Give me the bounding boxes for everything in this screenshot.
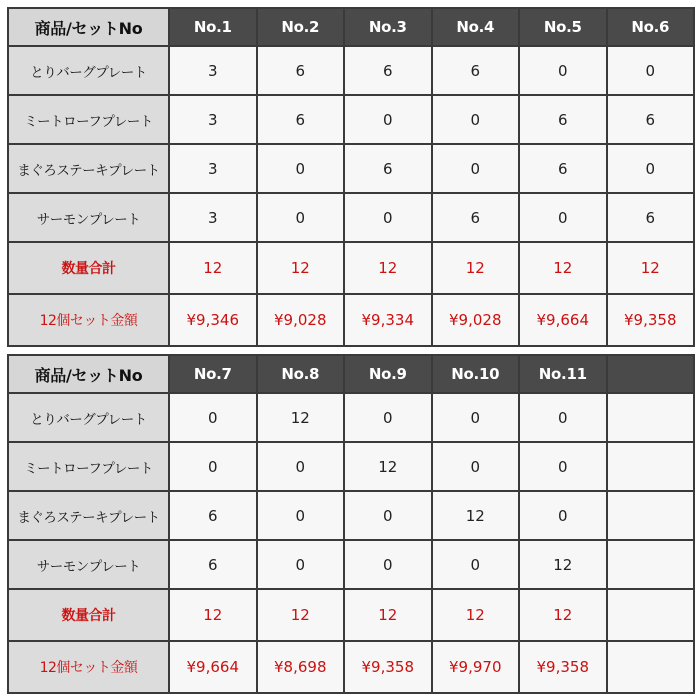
empty-header-cell	[607, 355, 695, 393]
table-cell: 0	[432, 144, 520, 193]
table-row-quantity-total	[8, 242, 694, 294]
table-row-item-2	[8, 95, 694, 144]
set-no-header: No.10	[432, 355, 520, 393]
set-no-header: No.11	[519, 355, 607, 393]
set-no-header: No.9	[344, 355, 432, 393]
table-row-item-4	[8, 540, 694, 589]
set-no-header: No.1	[169, 8, 257, 46]
table-cell: 0	[169, 393, 257, 442]
table-cell: 12	[432, 491, 520, 540]
row-label: 数量合計	[8, 242, 169, 294]
header-row	[8, 8, 694, 46]
table-cell: 12	[169, 242, 257, 294]
table-cell: 0	[257, 540, 345, 589]
table-cell: ¥9,346	[169, 294, 257, 346]
set-no-header: No.7	[169, 355, 257, 393]
set-no-header: No.4	[432, 8, 520, 46]
table-cell: 3	[169, 193, 257, 242]
empty-cell	[607, 540, 695, 589]
set-no-header: No.3	[344, 8, 432, 46]
empty-cell	[607, 589, 695, 641]
table-cell: ¥9,970	[432, 641, 520, 693]
table-cell: 3	[169, 144, 257, 193]
table-cell: 6	[519, 144, 607, 193]
set-no-header: No.2	[257, 8, 345, 46]
table-cell: 6	[169, 491, 257, 540]
table-cell: 0	[519, 442, 607, 491]
table-cell: 12	[169, 589, 257, 641]
table-cell: 12	[607, 242, 695, 294]
table-cell: 0	[344, 491, 432, 540]
table-cell: 3	[169, 95, 257, 144]
row-label: サーモンプレート	[8, 540, 169, 589]
table-cell: ¥9,664	[169, 641, 257, 693]
table-cell: ¥9,358	[519, 641, 607, 693]
table-cell: 0	[344, 95, 432, 144]
table-row-item-3	[8, 144, 694, 193]
empty-cell	[607, 393, 695, 442]
table-cell: 12	[344, 589, 432, 641]
table-cell: 6	[607, 95, 695, 144]
set-no-header: No.8	[257, 355, 345, 393]
table-row-item-3	[8, 491, 694, 540]
row-label: まぐろステーキプレート	[8, 144, 169, 193]
table-row-item-1	[8, 46, 694, 95]
row-label: 12個セット金額	[8, 641, 169, 693]
header-label: 商品/セットNo	[8, 355, 169, 393]
table-row-item-2	[8, 442, 694, 491]
table-cell: ¥8,698	[257, 641, 345, 693]
set-table-2	[7, 354, 695, 694]
row-label: とりバーグプレート	[8, 393, 169, 442]
empty-cell	[607, 641, 695, 693]
table-cell: 0	[607, 46, 695, 95]
table-cell: 0	[432, 442, 520, 491]
table-row-quantity-total	[8, 589, 694, 641]
table-cell: 0	[519, 393, 607, 442]
table-cell: 0	[607, 144, 695, 193]
table-cell: 12	[519, 589, 607, 641]
table-cell: ¥9,334	[344, 294, 432, 346]
header-label: 商品/セットNo	[8, 8, 169, 46]
row-label: 12個セット金額	[8, 294, 169, 346]
row-label: サーモンプレート	[8, 193, 169, 242]
table-row-set-price	[8, 641, 694, 693]
set-no-header: No.6	[607, 8, 695, 46]
table-cell: ¥9,028	[432, 294, 520, 346]
table-cell: 0	[519, 193, 607, 242]
row-label: ミートローフプレート	[8, 442, 169, 491]
table-cell: 12	[257, 393, 345, 442]
table-cell: 0	[257, 193, 345, 242]
empty-cell	[607, 491, 695, 540]
row-label: まぐろステーキプレート	[8, 491, 169, 540]
table-cell: 12	[257, 589, 345, 641]
table-cell: 12	[519, 242, 607, 294]
table-cell: 6	[607, 193, 695, 242]
table-cell: 0	[432, 95, 520, 144]
table-cell: 6	[344, 46, 432, 95]
table-cell: 0	[344, 540, 432, 589]
table-row-item-4	[8, 193, 694, 242]
table-cell: 0	[519, 46, 607, 95]
table-cell: 0	[257, 442, 345, 491]
table-cell: 0	[519, 491, 607, 540]
table-row-item-1	[8, 393, 694, 442]
table-cell: 12	[519, 540, 607, 589]
table-cell: ¥9,664	[519, 294, 607, 346]
table-cell: ¥9,028	[257, 294, 345, 346]
table-cell: 12	[344, 442, 432, 491]
table-cell: 6	[257, 46, 345, 95]
table-cell: ¥9,358	[607, 294, 695, 346]
table-cell: 0	[432, 540, 520, 589]
table-cell: 0	[344, 193, 432, 242]
table-row-set-price	[8, 294, 694, 346]
table-cell: 6	[257, 95, 345, 144]
table-cell: 6	[344, 144, 432, 193]
table-cell: 6	[169, 540, 257, 589]
table-cell: 0	[344, 393, 432, 442]
row-label: 数量合計	[8, 589, 169, 641]
table-cell: 6	[519, 95, 607, 144]
table-cell: 12	[432, 242, 520, 294]
table-cell: 0	[432, 393, 520, 442]
table-cell: 0	[169, 442, 257, 491]
set-no-header: No.5	[519, 8, 607, 46]
table-cell: ¥9,358	[344, 641, 432, 693]
header-row	[8, 355, 694, 393]
table-cell: 3	[169, 46, 257, 95]
table-cell: 0	[257, 144, 345, 193]
empty-cell	[607, 442, 695, 491]
table-cell: 6	[432, 193, 520, 242]
table-cell: 12	[257, 242, 345, 294]
table-cell: 6	[432, 46, 520, 95]
row-label: ミートローフプレート	[8, 95, 169, 144]
table-cell: 12	[432, 589, 520, 641]
row-label: とりバーグプレート	[8, 46, 169, 95]
table-cell: 0	[257, 491, 345, 540]
set-table-1	[7, 7, 695, 347]
table-cell: 12	[344, 242, 432, 294]
